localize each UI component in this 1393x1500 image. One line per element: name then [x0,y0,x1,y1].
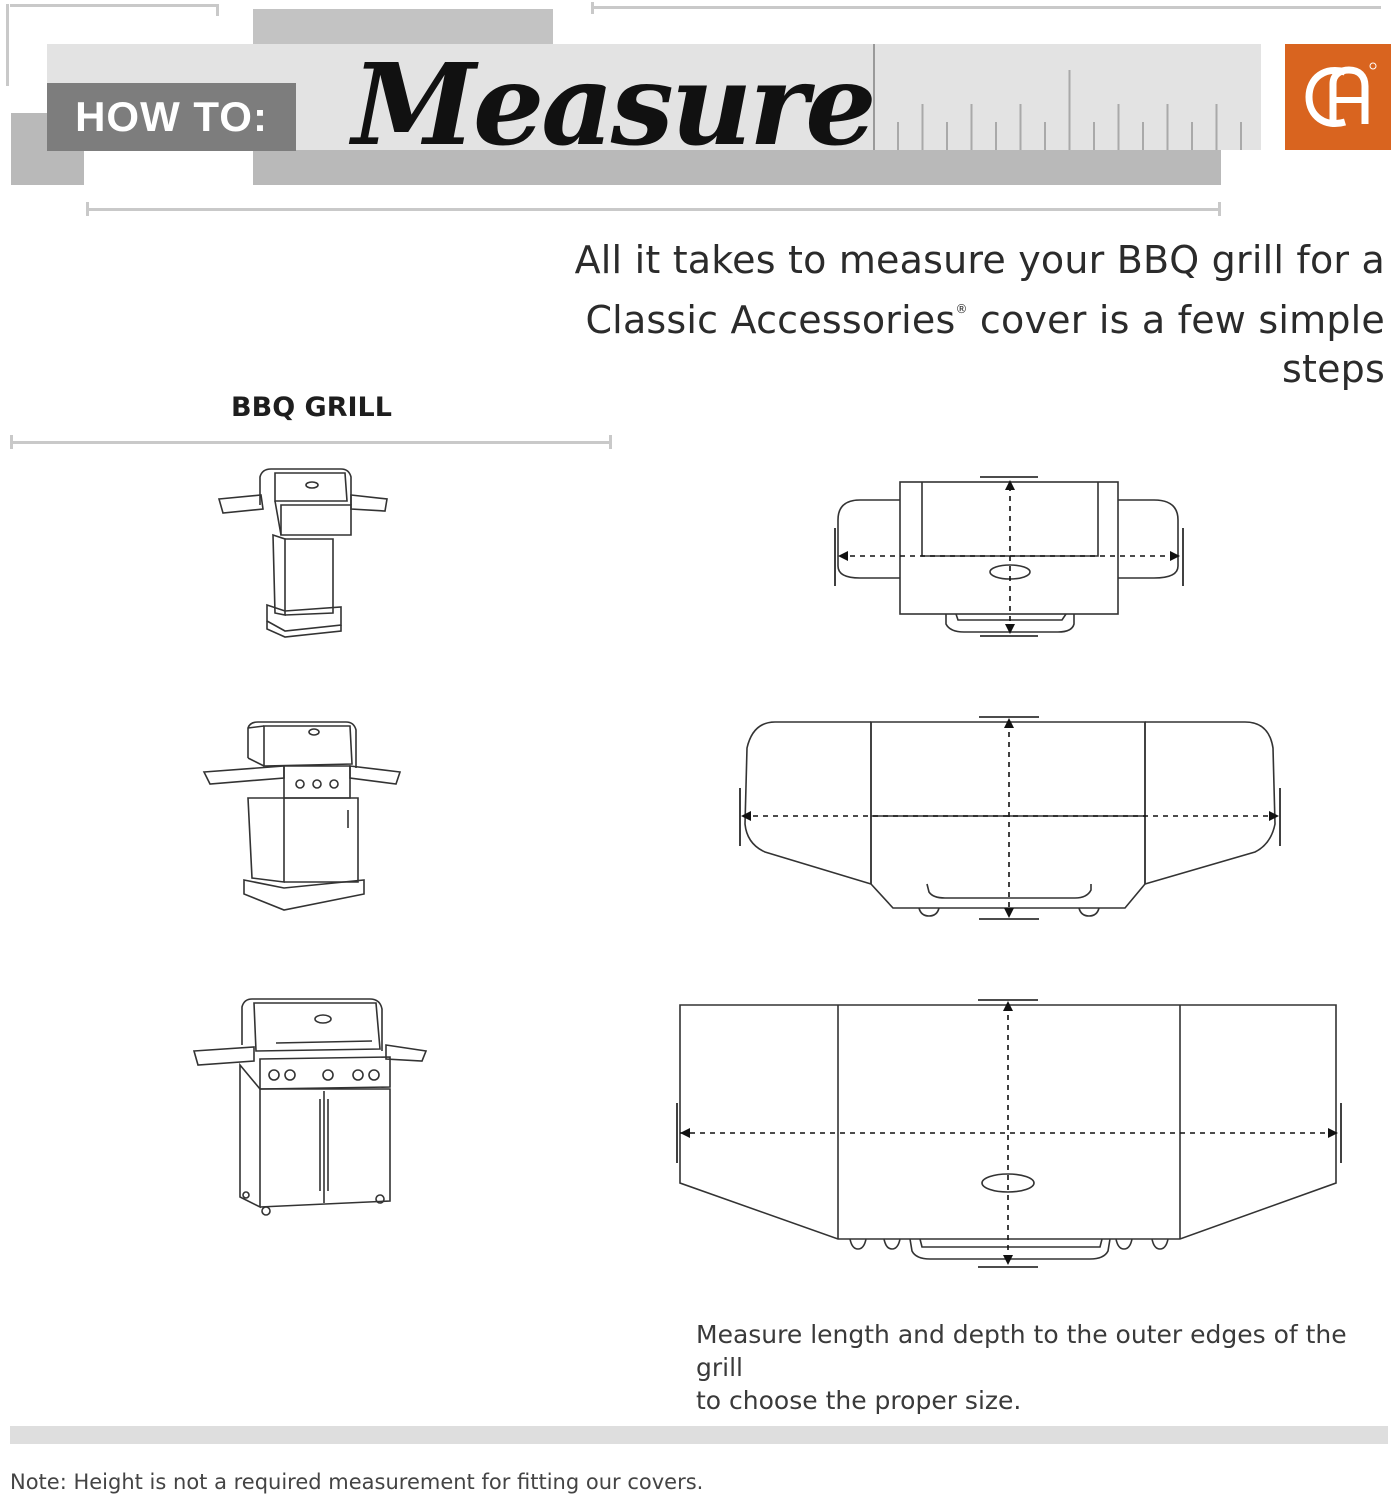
caption-line-2: to choose the proper size. [696,1386,1022,1415]
large-grill-topdown-diagram [670,995,1350,1271]
section-rule-tick-right [609,435,612,449]
classic-accessories-logo-icon [1285,44,1391,150]
intro-line-1: All it takes to measure your BBQ grill for a [574,238,1385,282]
header-bottom-rule [86,208,1220,211]
page-title: Measure [352,40,874,171]
measure-caption [696,1318,1391,1417]
registered-mark: ® [955,302,968,316]
small-grill-illustration [215,465,395,645]
brand-name: Classic Accessories [585,298,956,342]
left-rule-vertical [6,4,9,86]
top-rule-right-tick [591,2,594,14]
ruler-graphic [870,44,1262,154]
intro-line-2 [485,285,1385,394]
header-bottom-rule-tick-left [86,202,89,216]
caption-line-1: Measure length and depth to the outer edges of the grill [696,1320,1347,1382]
small-grill-topdown-diagram [830,470,1190,640]
section-rule-tick-left [10,435,13,449]
large-grill-illustration [190,995,430,1220]
medium-grill-illustration [200,718,410,918]
footer-note: Note: Height is not a required measurement for fitting our covers. [10,1470,704,1494]
top-rule-left [10,4,218,7]
section-title: BBQ GRILL [231,392,392,423]
section-rule [10,441,612,444]
intro-text [485,236,1385,394]
header-bottom-rule-tick-right [1218,202,1221,216]
howto-label: HOW TO: [75,93,268,140]
top-rule-left-tick [216,4,219,16]
medium-grill-topdown-diagram [735,712,1285,924]
footer-divider-bar [10,1426,1388,1444]
top-rule-right [591,6,1381,9]
intro-line-2-rest: cover is a few simple steps [967,298,1385,391]
